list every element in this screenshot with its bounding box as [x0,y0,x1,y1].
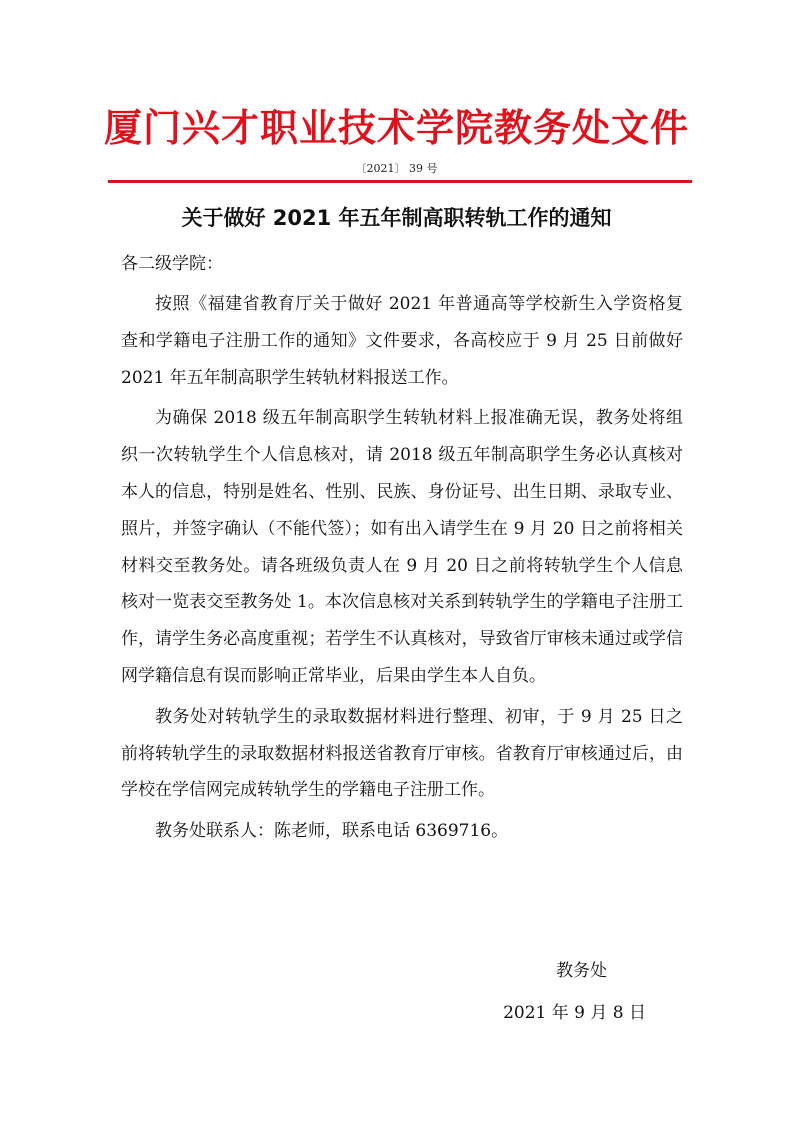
paragraph-3: 教务处对转轨学生的录取数据材料进行整理、初审，于 9 月 25 日之前将转轨学生的录取数据材料报送省教育厅审核。省教育厅审核通过后，由学校在学信网完成转轨学生的学籍电子注册工作。 [121,706,683,801]
red-divider-rule [108,180,692,183]
salutation: 各二级学院： [121,254,223,274]
paragraph-4: 教务处联系人：陈老师，联系电话 6369716。 [155,821,509,842]
notice-title: 关于做好 2021 年五年制高职转轨工作的通知 [181,206,612,230]
issue-date: 2021 年 9 月 8 日 [503,1003,646,1023]
notice-body [121,286,683,850]
signature-department: 教务处 [556,961,607,981]
paragraph-2: 为确保 2018 级五年制高职学生转轨材料上报准确无误，教务处将组织一次转轨学生个人信息核对，请 2018 级五年制高职学生务必认真核对本人的信息，特别是姓名、性别、民族、身份证号、出生日期、录取专业、照片，并签字确认（不能代签）；如有出入请学生在 9 月 20 日之前将相关材料交至教务处。请各班级负责人在 9 月 20 日之前将转轨学生个人信息核对一览表交至教务处 1。本次信息核对关系到转轨学生的学籍电子注册工作，请学生务必高度重视；若学生不认真核对，导致省厅审核未通过或学信网学籍信息有误而影响正常毕业，后果由学生本人自负。 [121,408,683,686]
org-header-title: 厦门兴才职业技术学院教务处文件 [103,105,689,150]
document-number: 〔2021〕 39 号 [355,162,438,175]
paragraph-1: 按照《福建省教育厅关于做好 2021 年普通高等学校新生入学资格复查和学籍电子注册工作的通知》文件要求，各高校应于 9 月 25 日前做好 2021 年五年制高职学生转轨材料报送工作。 [121,294,683,388]
